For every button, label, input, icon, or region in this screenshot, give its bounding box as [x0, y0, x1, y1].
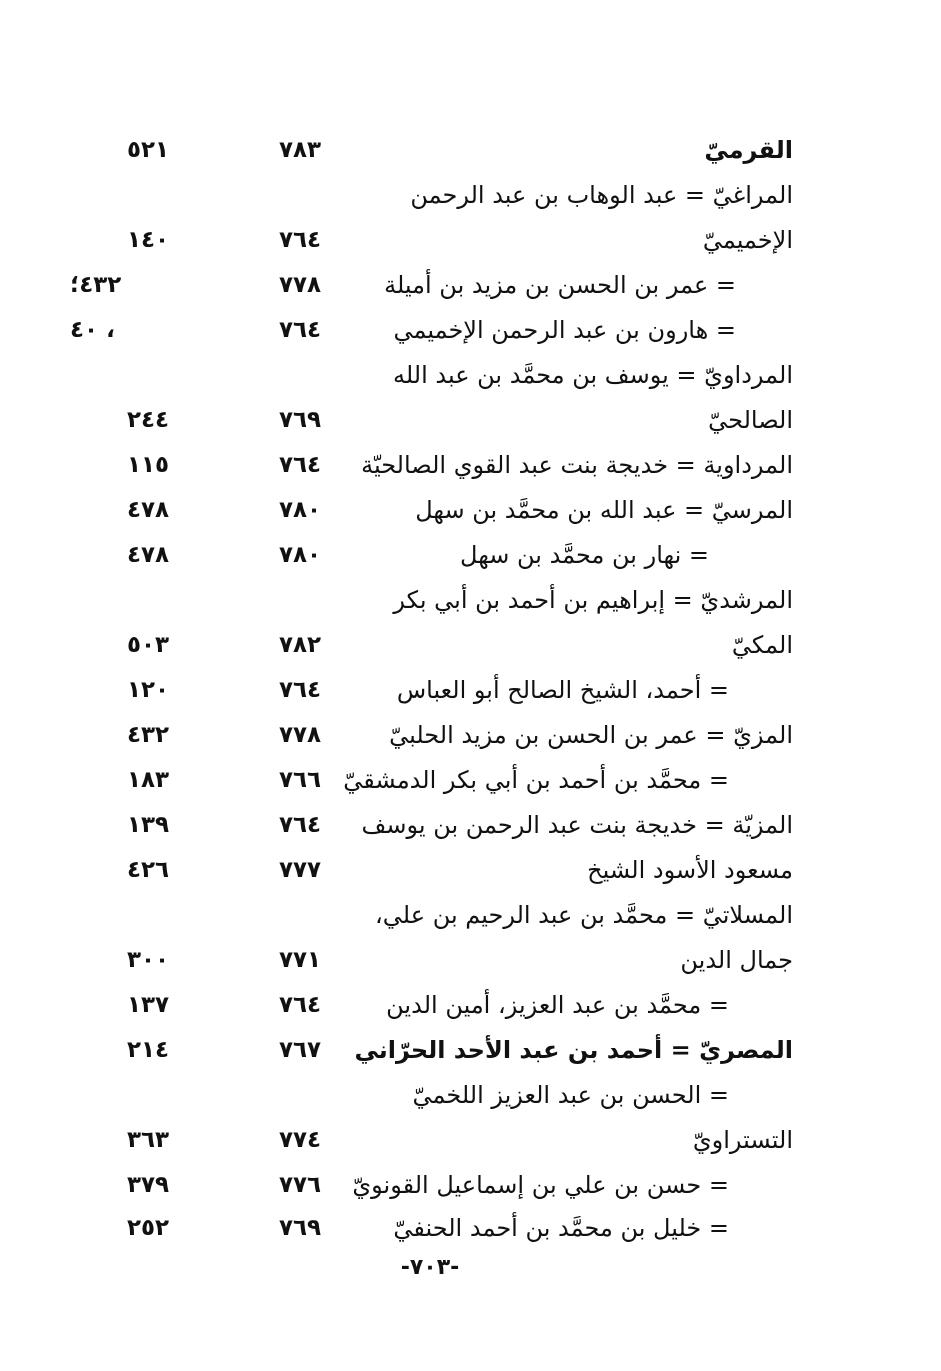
entry-year: ٧٧٨	[278, 722, 322, 748]
entry-page: ٤٣٢؛	[70, 272, 122, 298]
index-row	[0, 533, 941, 577]
index-row	[0, 713, 941, 757]
index-row	[0, 1118, 941, 1162]
entry-page: ١٢٠	[126, 677, 170, 703]
entry-label: = خليل بن محمَّد بن أحمد الحنفيّ	[393, 1214, 729, 1242]
entry-label: = محمَّد بن عبد العزيز، أمين الدين	[386, 991, 729, 1019]
entry-year: ٧٨٣	[278, 137, 322, 163]
entry-page: ٤٧٨	[126, 497, 170, 523]
entry-label: المراغيّ = عبد الوهاب بن عبد الرحمن	[410, 181, 793, 209]
entry-year: ٧٦٧	[278, 1037, 322, 1063]
entry-year: ٧٧١	[278, 947, 322, 973]
entry-label: = الحسن بن عبد العزيز اللخميّ	[412, 1081, 729, 1109]
entry-label: المرداويّ = يوسف بن محمَّد بن عبد الله	[392, 361, 793, 389]
index-row	[0, 623, 941, 667]
index-row	[0, 803, 941, 847]
entry-label: جمال الدين	[680, 946, 793, 974]
entry-year: ٧٧٧	[278, 857, 322, 883]
entry-year: ٧٦٩	[278, 1215, 322, 1241]
entry-label: التستراويّ	[692, 1126, 793, 1154]
entry-page: ، ٤٠	[70, 317, 115, 343]
entry-label: = نهار بن محمَّد بن سهل	[460, 541, 709, 569]
index-row	[0, 218, 941, 262]
entry-label: = أحمد، الشيخ الصالح أبو العباس	[396, 676, 729, 704]
entry-page: ٢٤٤	[126, 407, 170, 433]
entry-year: ٧٦٤	[278, 812, 322, 838]
index-row	[0, 263, 941, 307]
entry-year: ٧٦٤	[278, 317, 322, 343]
entry-label: المزيّ = عمر بن الحسن بن مزيد الحلبيّ	[389, 721, 793, 749]
entry-label: المصريّ = أحمد بن عبد الأحد الحرّاني	[354, 1036, 793, 1064]
entry-year: ٧٧٤	[278, 1127, 322, 1153]
entry-label: = هارون بن عبد الرحمن الإخميمي	[393, 316, 736, 344]
entry-page: ١١٥	[126, 452, 170, 478]
entry-page: ٢١٤	[126, 1037, 170, 1063]
entry-page: ١٨٣	[126, 767, 170, 793]
entry-page: ١٤٠	[126, 227, 170, 253]
entry-year: ٧٨٢	[278, 632, 322, 658]
index-row	[0, 128, 941, 172]
entry-label: الإخميميّ	[702, 226, 793, 254]
entry-label: المسلاتيّ = محمَّد بن عبد الرحيم بن علي،	[375, 901, 793, 929]
index-row	[0, 848, 941, 892]
index-row	[0, 1028, 941, 1072]
entry-year: ٧٦٦	[278, 767, 322, 793]
entry-label: المرسيّ = عبد الله بن محمَّد بن سهل	[415, 496, 793, 524]
entry-label: = حسن بن علي بن إسماعيل القونويّ	[352, 1171, 729, 1199]
entry-year: ٧٨٠	[278, 542, 322, 568]
entry-label: المزيّة = خديجة بنت عبد الرحمن بن يوسف	[361, 811, 793, 839]
entry-page: ٤٧٨	[126, 542, 170, 568]
entry-page: ٣٧٩	[126, 1172, 170, 1198]
entry-label: مسعود الأسود الشيخ	[587, 856, 793, 884]
index-row	[0, 308, 941, 352]
entry-page: ٥٠٣	[126, 632, 170, 658]
entry-year: ٧٦٤	[278, 677, 322, 703]
index-row	[0, 938, 941, 982]
entry-year: ٧٨٠	[278, 497, 322, 523]
entry-year: ٧٦٩	[278, 407, 322, 433]
entry-year: ٧٦٤	[278, 452, 322, 478]
index-row	[0, 398, 941, 442]
entry-label: القرميّ	[704, 136, 793, 164]
entry-label: المرداوية = خديجة بنت عبد القوي الصالحيّة	[361, 451, 793, 479]
entry-page: ١٣٩	[126, 812, 170, 838]
entry-page: ٥٢١	[126, 137, 170, 163]
index-row	[0, 1206, 941, 1250]
index-row	[0, 1073, 941, 1117]
entry-label: = محمَّد بن أحمد بن أبي بكر الدمشقيّ	[343, 766, 729, 794]
index-row	[0, 1163, 941, 1207]
index-row	[0, 668, 941, 712]
index-row	[0, 353, 941, 397]
page-number-footer: -٧٠٣-	[400, 1255, 460, 1280]
index-row	[0, 758, 941, 802]
entry-page: ٣٦٣	[126, 1127, 170, 1153]
entry-page: ٢٥٢	[126, 1215, 170, 1241]
entry-page: ٤٢٦	[126, 857, 170, 883]
entry-page: ١٣٧	[126, 992, 170, 1018]
entry-label: المرشديّ = إبراهيم بن أحمد بن أبي بكر	[393, 586, 793, 614]
entry-year: ٧٦٤	[278, 227, 322, 253]
entry-label: الصالحيّ	[708, 406, 793, 434]
entry-page: ٣٠٠	[126, 947, 170, 973]
index-row	[0, 173, 941, 217]
index-row	[0, 578, 941, 622]
entry-year: ٧٧٨	[278, 272, 322, 298]
index-row	[0, 893, 941, 937]
entry-year: ٧٧٦	[278, 1172, 322, 1198]
entry-year: ٧٦٤	[278, 992, 322, 1018]
entry-label: المكيّ	[731, 631, 793, 659]
index-row	[0, 443, 941, 487]
entry-page: ٤٣٢	[126, 722, 170, 748]
index-row	[0, 983, 941, 1027]
index-row	[0, 488, 941, 532]
entry-label: = عمر بن الحسن بن مزيد بن أميلة	[384, 271, 736, 299]
